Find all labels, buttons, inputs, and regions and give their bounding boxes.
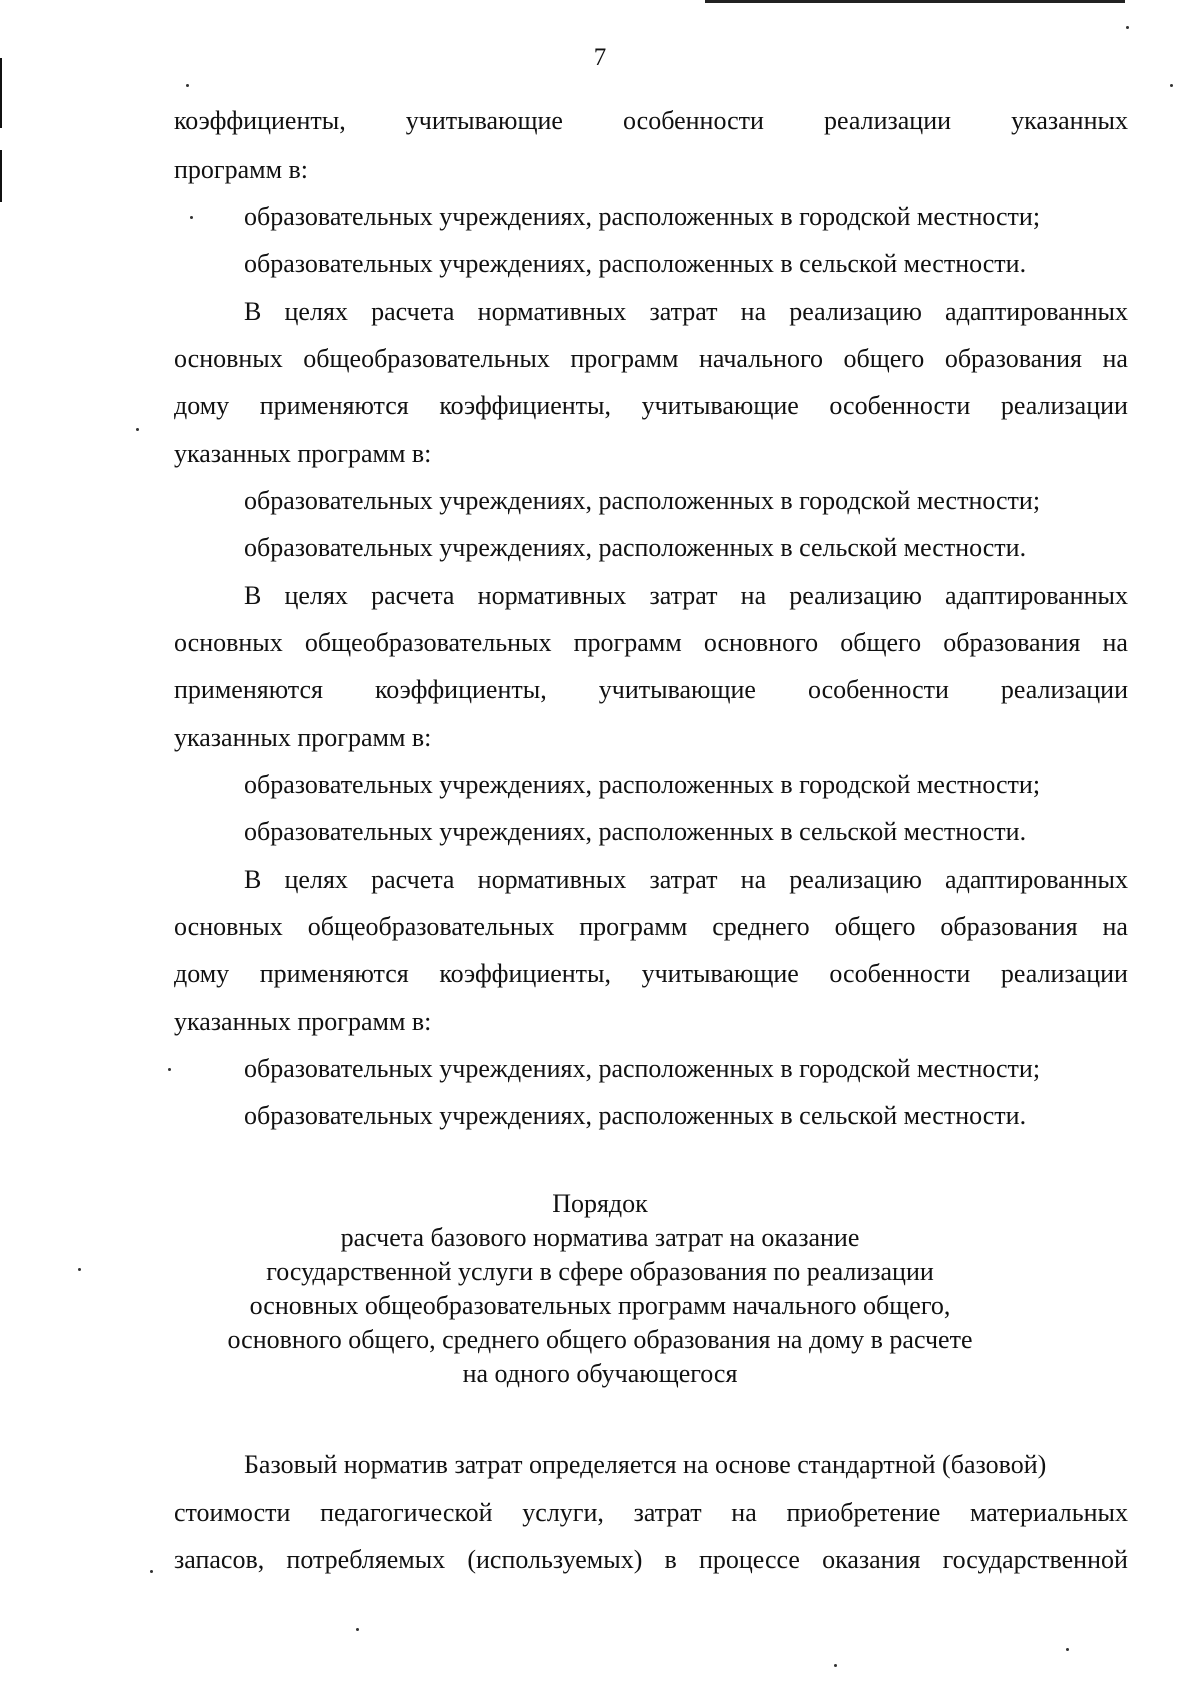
- scan-speck: [150, 1570, 153, 1573]
- word: государственной: [942, 1545, 1128, 1574]
- word: нормативных: [477, 581, 627, 610]
- word: на: [1102, 912, 1128, 941]
- word: на: [1102, 344, 1128, 373]
- scan-speck: [136, 428, 139, 431]
- word: приобретение: [786, 1498, 941, 1527]
- section-heading-line: государственной услуги в сфере образования по реализации: [266, 1257, 934, 1286]
- list-item: образовательных учреждениях, расположенных в городской местности;: [244, 486, 1041, 515]
- scan-top-rule: [705, 0, 1125, 3]
- word: затрат: [649, 865, 718, 894]
- word: затрат: [649, 297, 718, 326]
- word: особенности: [829, 391, 971, 420]
- word: адаптированных: [945, 297, 1128, 326]
- word: расчета: [371, 297, 455, 326]
- paragraph-line: [174, 391, 1128, 421]
- word: общего: [840, 628, 922, 657]
- word: на: [1102, 628, 1128, 657]
- word: расчета: [371, 581, 455, 610]
- list-item: образовательных учреждениях, расположенных в городской местности;: [244, 770, 1041, 799]
- word: начального: [698, 344, 823, 373]
- word: расчета: [371, 865, 455, 894]
- word: дому: [174, 959, 230, 988]
- word: применяются: [174, 675, 323, 704]
- word: коэффициенты,: [439, 391, 612, 420]
- scan-speck: [168, 1068, 171, 1071]
- scan-speck: [1170, 84, 1173, 87]
- scan-speck: [356, 1628, 359, 1631]
- paragraph-line: [174, 1498, 1128, 1528]
- word: запасов,: [174, 1545, 265, 1574]
- word: указанных: [1011, 106, 1128, 135]
- paragraph-line: [174, 106, 1128, 136]
- word: основных: [174, 912, 283, 941]
- list-item: образовательных учреждениях, расположенных в сельской местности.: [244, 1101, 1027, 1130]
- word: общего: [834, 912, 916, 941]
- word: реализации: [1000, 675, 1128, 704]
- word: В: [244, 581, 262, 610]
- word: общеобразовательных: [303, 344, 550, 373]
- word: образования: [940, 912, 1078, 941]
- paragraph-line: [174, 344, 1128, 374]
- section-heading-line: основного общего, среднего общего образования на дому в расчете: [227, 1325, 973, 1354]
- word: учитывающие: [641, 391, 799, 420]
- word: программ: [570, 344, 679, 373]
- word: в: [664, 1545, 677, 1574]
- word: целях: [284, 581, 348, 610]
- word: основных: [174, 344, 283, 373]
- paragraph-line: [174, 628, 1128, 658]
- paragraph-line: [244, 581, 1128, 611]
- scan-speck: [190, 216, 193, 219]
- paragraph-line: [174, 912, 1128, 942]
- word: В: [244, 865, 262, 894]
- word: коэффициенты,: [439, 959, 612, 988]
- word: особенности: [807, 675, 949, 704]
- word: применяются: [259, 959, 409, 988]
- word: учитывающие: [641, 959, 799, 988]
- word: (используемых): [467, 1545, 643, 1574]
- word: стоимости: [174, 1498, 291, 1527]
- paragraph-line: программ в:: [174, 155, 309, 184]
- list-item: образовательных учреждениях, расположенных в городской местности;: [244, 1054, 1041, 1083]
- word: дому: [174, 391, 230, 420]
- word: адаптированных: [945, 865, 1128, 894]
- section-heading-title: Порядок: [552, 1189, 648, 1218]
- scan-speck: [1066, 1648, 1069, 1651]
- word: нормативных: [477, 865, 627, 894]
- word: на: [740, 297, 767, 326]
- word: общеобразовательных: [304, 628, 552, 657]
- word: адаптированных: [945, 581, 1128, 610]
- word: реализации: [1000, 391, 1128, 420]
- section-heading-line: основных общеобразовательных программ начального общего,: [249, 1291, 951, 1320]
- word: реализацию: [789, 581, 922, 610]
- word: целях: [284, 865, 348, 894]
- paragraph-line: [174, 1545, 1128, 1575]
- word: коэффициенты,: [174, 106, 346, 135]
- word: общеобразовательных: [307, 912, 555, 941]
- word: материальных: [970, 1498, 1128, 1527]
- list-item: образовательных учреждениях, расположенных в сельской местности.: [244, 249, 1027, 278]
- paragraph-line: указанных программ в:: [174, 723, 432, 752]
- word: особенности: [623, 106, 764, 135]
- scan-left-mark: [0, 150, 2, 202]
- word: основного: [703, 628, 819, 657]
- word: применяются: [259, 391, 409, 420]
- word: учитывающие: [598, 675, 756, 704]
- word: реализацию: [789, 297, 922, 326]
- word: В: [244, 297, 262, 326]
- word: процессе: [698, 1545, 800, 1574]
- word: общего: [843, 344, 925, 373]
- list-item: образовательных учреждениях, расположенных в сельской местности.: [244, 533, 1027, 562]
- paragraph-line: указанных программ в:: [174, 1007, 432, 1036]
- paragraph-line: [244, 297, 1128, 327]
- word: на: [731, 1498, 757, 1527]
- word: целях: [284, 297, 348, 326]
- paragraph-line: Базовый норматив затрат определяется на основе стандартной (базовой): [244, 1450, 1047, 1479]
- section-heading-line: расчета базового норматива затрат на оказание: [340, 1223, 860, 1252]
- word: реализации: [1000, 959, 1128, 988]
- list-item: образовательных учреждениях, расположенных в сельской местности.: [244, 817, 1027, 846]
- scan-speck: [834, 1664, 837, 1667]
- word: потребляемых: [286, 1545, 446, 1574]
- word: реализации: [823, 106, 952, 135]
- word: среднего: [712, 912, 810, 941]
- word: на: [740, 581, 767, 610]
- paragraph-line: указанных программ в:: [174, 439, 432, 468]
- word: программ: [579, 912, 688, 941]
- word: образования: [943, 628, 1081, 657]
- word: образования: [944, 344, 1082, 373]
- word: коэффициенты,: [375, 675, 547, 704]
- word: программ: [573, 628, 682, 657]
- word: основных: [174, 628, 283, 657]
- word: реализацию: [789, 865, 922, 894]
- scan-speck: [186, 84, 189, 87]
- page-number: 7: [593, 44, 607, 71]
- paragraph-line: [244, 865, 1128, 895]
- word: нормативных: [477, 297, 627, 326]
- list-item: образовательных учреждениях, расположенных в городской местности;: [244, 202, 1041, 231]
- paragraph-line: [174, 959, 1128, 989]
- scan-speck: [1126, 26, 1129, 29]
- word: затрат: [633, 1498, 702, 1527]
- word: оказания: [822, 1545, 921, 1574]
- word: услуги,: [522, 1498, 604, 1527]
- word: затрат: [649, 581, 718, 610]
- word: учитывающие: [405, 106, 563, 135]
- paragraph-line: [174, 675, 1128, 705]
- word: на: [740, 865, 767, 894]
- section-heading-line: на одного обучающегося: [462, 1359, 738, 1388]
- word: педагогической: [320, 1498, 493, 1527]
- word: особенности: [829, 959, 971, 988]
